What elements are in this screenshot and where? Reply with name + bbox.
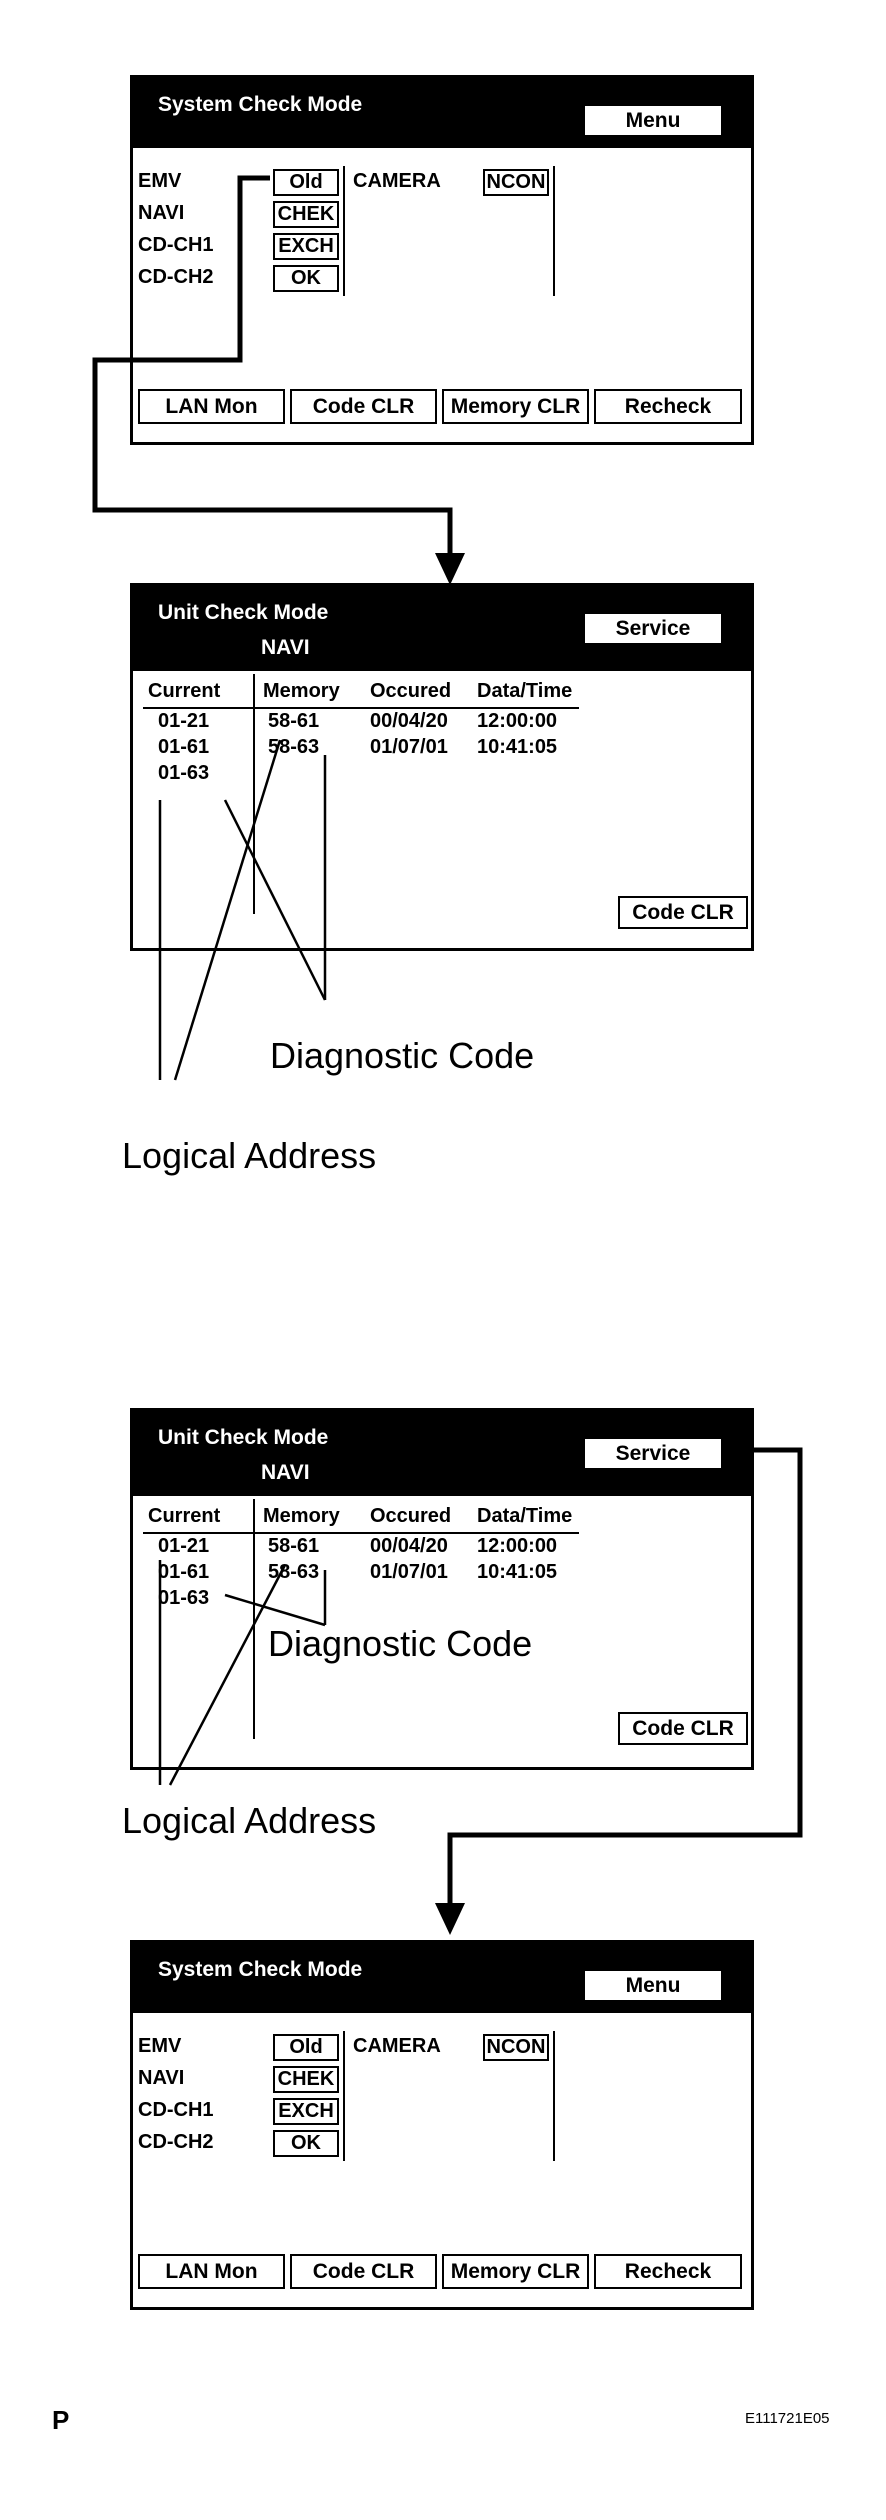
flow-connector-2: [450, 1450, 800, 1905]
unit-label-cd-ch2: CD-CH2: [138, 266, 214, 288]
column-header-current: Current: [148, 680, 221, 702]
service-button[interactable]: Service: [583, 1437, 723, 1470]
occured-date: 00/04/20: [370, 710, 448, 732]
occured-time: 12:00:00: [477, 710, 558, 732]
unit-label-emv: EMV: [138, 2035, 182, 2057]
unit-name: NAVI: [261, 1461, 310, 1484]
current-code: 01-61: [158, 736, 210, 758]
lan-mon-button[interactable]: LAN Mon: [138, 389, 285, 424]
status-button-navi[interactable]: CHEK: [273, 201, 339, 228]
column-header-occured: Occured: [370, 1505, 452, 1527]
flow-arrowhead-1: [435, 553, 465, 585]
diagnostic-code-callout: Diagnostic Code: [270, 1035, 535, 1076]
occured-date: 01/07/01: [370, 1561, 448, 1583]
current-code: 01-63: [158, 1587, 210, 1609]
status-button-emv[interactable]: Old: [273, 2034, 339, 2061]
code-clr-button[interactable]: Code CLR: [290, 389, 437, 424]
flow-arrowhead-2: [435, 1903, 465, 1935]
logical-address-callout: Logical Address: [122, 1135, 377, 1176]
status-button-navi[interactable]: CHEK: [273, 2066, 339, 2093]
column-header-datetime: Data/Time: [477, 1505, 573, 1527]
status-button-emv[interactable]: Old: [273, 169, 339, 196]
code-clr-button[interactable]: Code CLR: [618, 896, 748, 929]
occured-time: 10:41:05: [477, 736, 558, 758]
current-code: 01-63: [158, 762, 210, 784]
memory-clr-button[interactable]: Memory CLR: [442, 389, 589, 424]
code-clr-button[interactable]: Code CLR: [290, 2254, 437, 2289]
screen-title: Unit Check Mode: [158, 601, 329, 624]
unit-name: NAVI: [261, 636, 310, 659]
status-button-camera[interactable]: NCON: [483, 169, 549, 196]
figure-id: E111721E05: [745, 2410, 830, 2427]
recheck-button[interactable]: Recheck: [594, 2254, 742, 2289]
unit-label-cd-ch1: CD-CH1: [138, 234, 214, 256]
unit-label-navi: NAVI: [138, 202, 185, 224]
column-header-memory: Memory: [263, 1505, 340, 1527]
status-button-camera[interactable]: NCON: [483, 2034, 549, 2061]
unit-label-navi: NAVI: [138, 2067, 185, 2089]
memory-code: 58-61: [268, 1535, 320, 1557]
status-button-cd-ch1[interactable]: EXCH: [273, 2098, 339, 2125]
status-button-cd-ch2[interactable]: OK: [273, 265, 339, 292]
screen-title: System Check Mode: [158, 93, 363, 116]
column-header-memory: Memory: [263, 680, 340, 702]
column-header-current: Current: [148, 1505, 221, 1527]
current-code: 01-21: [158, 1535, 210, 1557]
unit-label-cd-ch2: CD-CH2: [138, 2131, 214, 2153]
unit-label-cd-ch1: CD-CH1: [138, 2099, 214, 2121]
leader-line: [225, 1595, 325, 1625]
diagnostic-code-callout: Diagnostic Code: [268, 1623, 533, 1664]
service-button[interactable]: Service: [583, 612, 723, 645]
unit-label-emv: EMV: [138, 170, 182, 192]
occured-time: 12:00:00: [477, 1535, 558, 1557]
column-header-datetime: Data/Time: [477, 680, 573, 702]
menu-button[interactable]: Menu: [583, 1969, 723, 2002]
flow-connector-1: [95, 178, 450, 555]
lan-mon-button[interactable]: LAN Mon: [138, 2254, 285, 2289]
memory-code: 58-63: [268, 736, 320, 758]
recheck-button[interactable]: Recheck: [594, 389, 742, 424]
menu-button[interactable]: Menu: [583, 104, 723, 137]
unit-label-camera: CAMERA: [353, 2035, 441, 2057]
corner-letter: P: [52, 2405, 70, 2435]
current-code: 01-21: [158, 710, 210, 732]
logical-address-callout: Logical Address: [122, 1800, 377, 1841]
unit-label-camera: CAMERA: [353, 170, 441, 192]
status-button-cd-ch1[interactable]: EXCH: [273, 233, 339, 260]
status-button-cd-ch2[interactable]: OK: [273, 2130, 339, 2157]
screen-title: Unit Check Mode: [158, 1426, 329, 1449]
code-clr-button[interactable]: Code CLR: [618, 1712, 748, 1745]
leader-line: [225, 800, 325, 1000]
leader-line: [175, 740, 280, 1080]
screen-title: System Check Mode: [158, 1958, 363, 1981]
current-code: 01-61: [158, 1561, 210, 1583]
occured-time: 10:41:05: [477, 1561, 558, 1583]
memory-code: 58-63: [268, 1561, 320, 1583]
occured-date: 00/04/20: [370, 1535, 448, 1557]
leader-line: [170, 1565, 285, 1785]
memory-clr-button[interactable]: Memory CLR: [442, 2254, 589, 2289]
column-header-occured: Occured: [370, 680, 452, 702]
occured-date: 01/07/01: [370, 736, 448, 758]
memory-code: 58-61: [268, 710, 320, 732]
